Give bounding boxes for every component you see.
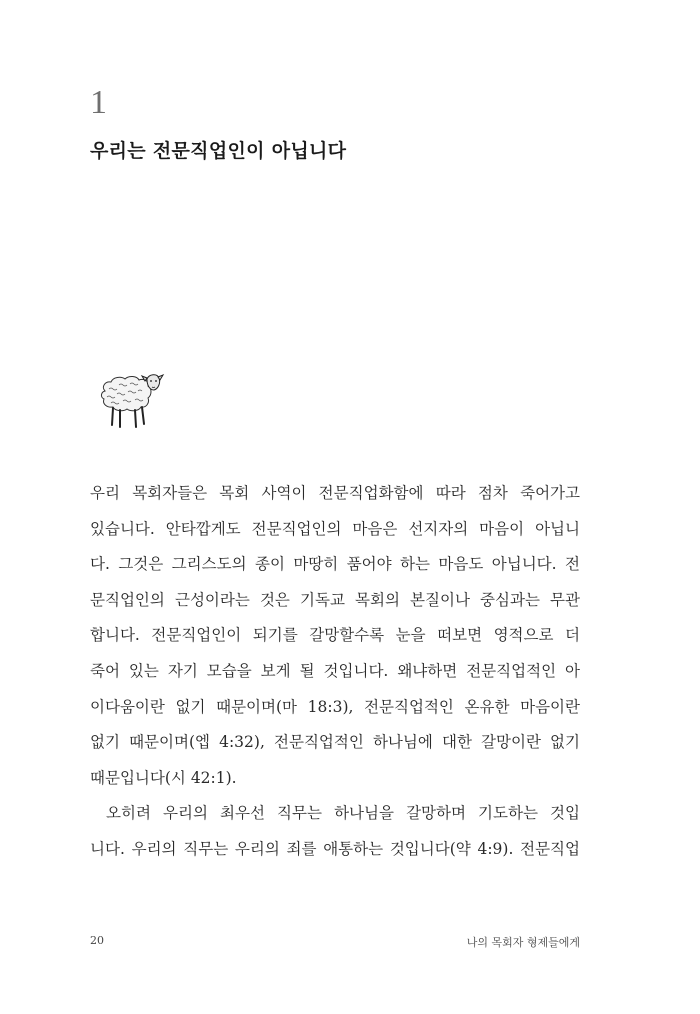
text-line: 이다움이란 없기 때문이며(마 18:3), 전문직업적인 온유한 마음이란 (90, 697, 580, 716)
sheep-icon (97, 369, 165, 431)
text-line: 죽어 있는 자기 모습을 보게 될 것입니다. 왜냐하면 전문직업적인 아 (90, 661, 580, 680)
text-line: 문직업인의 근성이라는 것은 기독교 목회의 본질이나 중심과는 무관 (90, 590, 580, 609)
body-text (90, 476, 580, 868)
text-line: 오히려 우리의 최우선 직무는 하나님을 갈망하며 기도하는 것입 (106, 804, 580, 823)
running-title: 나의 목회자 형제들에게 (466, 936, 580, 949)
chapter-title: 우리는 전문직업인이 아닙니다 (90, 140, 347, 162)
text-line: 합니다. 전문직업인이 되기를 갈망할수록 눈을 떠보면 영적으로 더 (90, 626, 580, 645)
text-line: 없기 때문이며(엡 4:32), 전문직업적인 하나님에 대한 갈망이란 없기 (90, 733, 580, 752)
chapter-number: 1 (90, 84, 107, 121)
text-line: 있습니다. 안타깝게도 전문직업인의 마음은 선지자의 마음이 아닙니 (90, 519, 580, 538)
text-line: 다. 그것은 그리스도의 종이 마땅히 품어야 하는 마음도 아닙니다. 전 (90, 555, 580, 574)
paragraph-1 (90, 476, 580, 796)
paragraph-2 (90, 796, 580, 867)
text-line: 니다. 우리의 직무는 우리의 죄를 애통하는 것입니다(약 4:9). 전문직업 (90, 839, 580, 858)
text-line: 때문입니다(시 42:1). (90, 768, 237, 787)
page-number: 20 (90, 934, 104, 947)
text-line: 우리 목회자들은 목회 사역이 전문직업화함에 따라 점차 죽어가고 (90, 484, 580, 502)
